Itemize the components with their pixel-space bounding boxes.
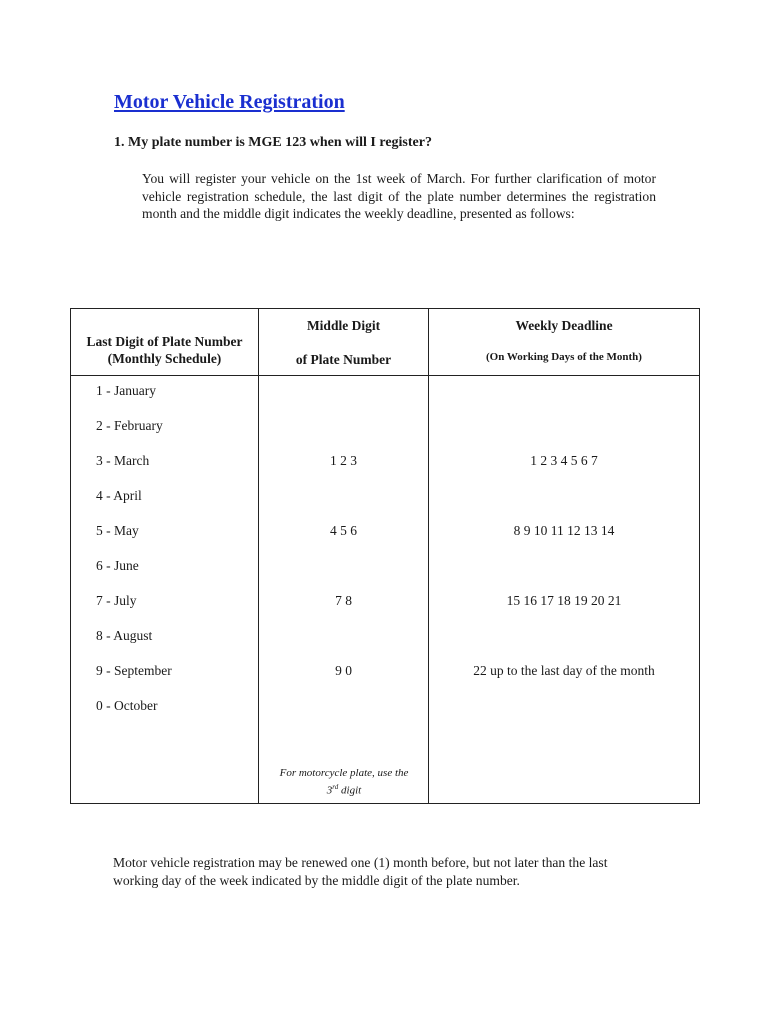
month-row: 8 - August [96, 628, 153, 643]
col2-header-line1: Middle Digit [306, 318, 381, 333]
motorcycle-note-number: 3 [326, 784, 333, 797]
motorcycle-note-suffix: digit [341, 784, 362, 797]
motorcycle-note [259, 766, 429, 798]
col1-header-line2: (Monthly Schedule) [107, 351, 222, 366]
month-row: 7 - July [96, 593, 137, 608]
month-row: 4 - April [96, 488, 142, 503]
col1-header-line1: Last Digit of Plate Number [86, 334, 243, 349]
month-row: 9 - September [96, 663, 172, 678]
deadline-cell: 8 9 10 11 12 13 14 [513, 523, 615, 538]
motorcycle-note-prefix: For motorcycle plate, use the [279, 767, 409, 779]
column-divider [428, 309, 429, 803]
motorcycle-note-sup: rd [332, 783, 339, 791]
month-row: 1 - January [96, 383, 156, 398]
renewal-note: Motor vehicle registration may be renewed one (1) month before, but not later than the last working day of the week indicated by the middle digit of the plate number. [113, 855, 608, 888]
month-row: 2 - February [96, 418, 163, 433]
header-divider [71, 375, 699, 376]
month-row: 0 - October [96, 698, 158, 713]
middle-digit-cell: 7 8 [335, 593, 352, 608]
col1-header [71, 333, 258, 367]
deadline-cell: 22 up to the last day of the month [473, 663, 655, 678]
middle-digit-cell: 4 5 6 [330, 523, 357, 538]
col3-header-line2: (On Working Days of the Month) [486, 351, 642, 363]
deadline-cell: 15 16 17 18 19 20 21 [506, 593, 622, 608]
middle-digit-cell: 9 0 [335, 663, 352, 678]
answer-paragraph: You will register your vehicle on the 1st week of March. For further clarification of motor vehicle registration schedule, the last digit of the plate number determines the registration month and the middle digit indicates the weekly deadline, presented as follows: [142, 171, 656, 221]
middle-digit-cell: 1 2 3 [330, 453, 357, 468]
month-row: 6 - June [96, 558, 139, 573]
month-row: 5 - May [96, 523, 139, 538]
registration-schedule-table [70, 308, 700, 804]
page-title: Motor Vehicle Registration [114, 91, 345, 113]
month-row: 3 - March [96, 453, 150, 468]
deadline-cell: 1 2 3 4 5 6 7 [530, 453, 598, 468]
question-heading: 1. My plate number is MGE 123 when will I register? [114, 135, 432, 150]
column-divider [258, 309, 259, 803]
col3-header-line1: Weekly Deadline [515, 318, 613, 333]
col2-header-line2: of Plate Number [295, 352, 392, 367]
